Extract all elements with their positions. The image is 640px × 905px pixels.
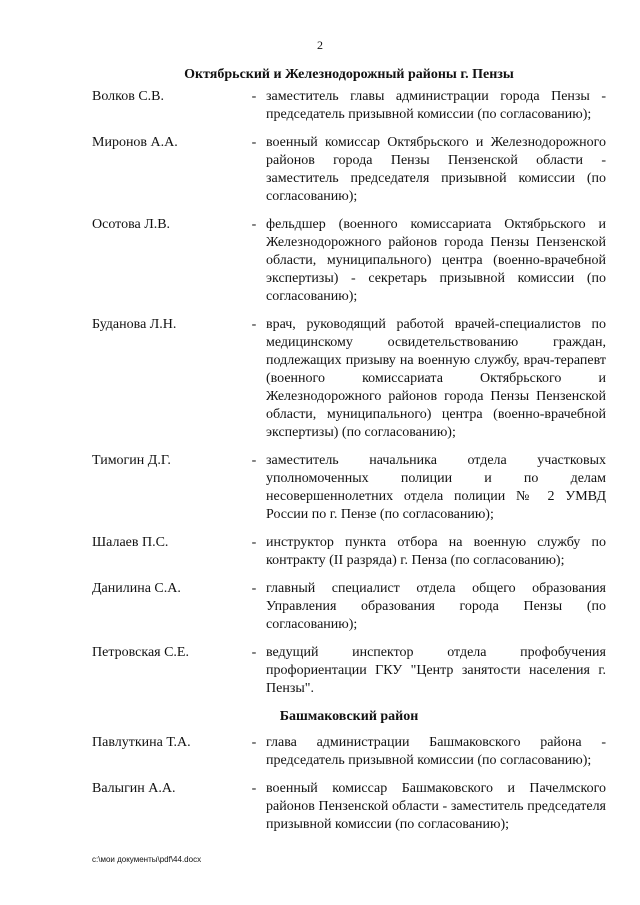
member-name: Осотова Л.В.	[92, 217, 171, 232]
member-name: Валыгин А.А.	[92, 781, 176, 796]
page-number: 2	[317, 38, 323, 52]
member-name: Петровская С.Е.	[92, 645, 189, 660]
dash-separator: -	[251, 317, 257, 332]
dash-separator: -	[251, 135, 257, 150]
member-name: Тимогин Д.Г.	[92, 453, 171, 468]
list-item	[92, 216, 606, 306]
member-name: Шалаев П.С.	[92, 535, 169, 550]
member-role: врач, руководящий работой врачей-специалистов по медицинскому освидетельствованию граждан, подлежащих призыву на военную службу, врач-терапевт (военного комиссариата Октябрьского и Железнодорожного районов города Пензы Пензенской области, муниципального) центра (военно-врачебной экспертизы) (по согласованию);	[266, 317, 606, 440]
list-item	[92, 316, 606, 442]
member-name: Волков С.В.	[92, 89, 165, 104]
list-item	[92, 734, 606, 770]
member-name: Данилина С.А.	[92, 581, 181, 596]
dash-separator: -	[251, 89, 257, 104]
member-name: Буданова Л.Н.	[92, 317, 177, 332]
dash-separator: -	[251, 217, 257, 232]
member-role: заместитель главы администрации города Пензы - председатель призывной комиссии (по согласованию);	[266, 89, 606, 122]
dash-separator: -	[251, 735, 257, 750]
member-role: военный комиссар Башмаковского и Пачелмского районов Пензенской области - заместитель председателя призывной комиссии (по согласованию);	[266, 781, 606, 832]
file-path-footer: c:\мои документы\pdf\44.docx	[92, 855, 202, 864]
document-body	[92, 66, 606, 844]
dash-separator: -	[251, 535, 257, 550]
dash-separator: -	[251, 645, 257, 660]
member-role: глава администрации Башмаковского района - председатель призывной комиссии (по согласованию);	[266, 735, 606, 768]
list-item	[92, 580, 606, 634]
member-role: заместитель начальника отдела участковых уполномоченных полиции и по делам несовершеннолетних отдела полиции № 2 УМВД России по г. Пензе (по согласованию);	[266, 453, 606, 522]
list-item	[92, 534, 606, 570]
dash-separator: -	[251, 581, 257, 596]
list-item	[92, 452, 606, 524]
list-item	[92, 134, 606, 206]
section-title-oktyabrsky: Октябрьский и Железнодорожный районы г. Пензы	[184, 67, 514, 82]
member-role: ведущий инспектор отдела профобучения профориентации ГКУ "Центр занятости населения г. Пензы".	[266, 645, 606, 696]
dash-separator: -	[251, 453, 257, 468]
member-role: инструктор пункта отбора на военную службу по контракту (II разряда) г. Пенза (по согласованию);	[266, 535, 606, 568]
member-name: Миронов А.А.	[92, 135, 178, 150]
dash-separator: -	[251, 781, 257, 796]
member-role: военный комиссар Октябрьского и Железнодорожного районов города Пензы Пензенской области - заместитель председателя призывной комиссии (по согласованию);	[266, 135, 606, 204]
list-item	[92, 88, 606, 124]
member-name: Павлуткина Т.А.	[92, 735, 191, 750]
section-title-bashmakovsky: Башмаковский район	[279, 709, 419, 724]
member-role: фельдшер (военного комиссариата Октябрьского и Железнодорожного районов города Пензы Пензенской области, муниципального) центра (военно-врачебной экспертизы) - секретарь призывной комиссии (по согласованию);	[266, 217, 606, 304]
list-item	[92, 780, 606, 834]
member-role: главный специалист отдела общего образования Управления образования города Пензы (по согласованию);	[266, 581, 606, 632]
list-item	[92, 644, 606, 698]
